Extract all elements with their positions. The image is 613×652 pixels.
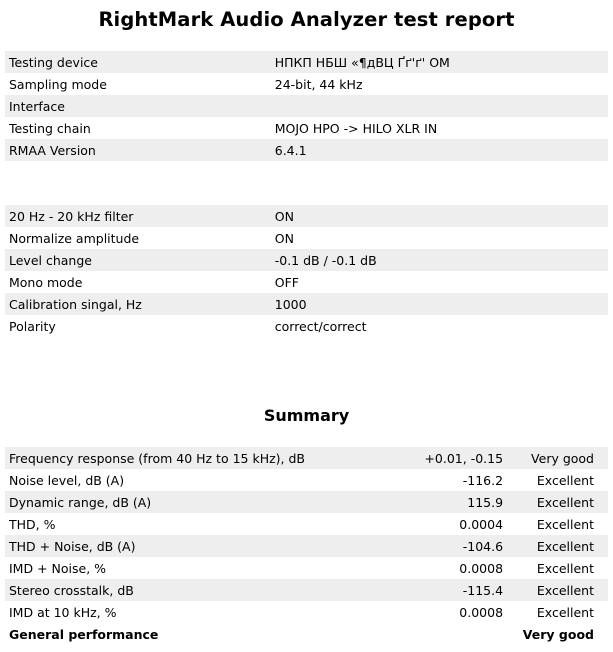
row-label: Level change <box>5 249 271 271</box>
device-info-table <box>5 51 608 161</box>
metric-rating: Excellent <box>511 557 608 579</box>
row-label: Normalize amplitude <box>5 227 271 249</box>
row-value: correct/correct <box>271 315 608 337</box>
row-label: Sampling mode <box>5 73 271 95</box>
table-row <box>5 271 608 293</box>
overall-label: General performance <box>5 623 409 645</box>
table-row <box>5 601 608 623</box>
metric-value: 0.0008 <box>409 557 511 579</box>
table-row <box>5 315 608 337</box>
metric-value: -116.2 <box>409 469 511 491</box>
table-row <box>5 557 608 579</box>
row-value: MOJO HPO -> HILO XLR IN <box>271 117 608 139</box>
row-value: ON <box>271 227 608 249</box>
metric-rating: Excellent <box>511 513 608 535</box>
metric-rating: Excellent <box>511 579 608 601</box>
metric-rating: Excellent <box>511 491 608 513</box>
summary-heading: Summary <box>263 406 350 425</box>
table-row <box>5 139 608 161</box>
row-value: OFF <box>271 271 608 293</box>
metric-value: -115.4 <box>409 579 511 601</box>
table-row <box>5 205 608 227</box>
metric-label: IMD at 10 kHz, % <box>5 601 409 623</box>
row-label: Interface <box>5 95 271 117</box>
row-value: -0.1 dB / -0.1 dB <box>271 249 608 271</box>
table-row <box>5 535 608 557</box>
overall-rating: Very good <box>511 623 608 645</box>
summary-table <box>5 447 608 645</box>
report-title: RightMark Audio Analyzer test report <box>98 8 515 31</box>
row-label: RMAA Version <box>5 139 271 161</box>
row-label: Testing device <box>5 51 271 73</box>
metric-rating: Excellent <box>511 601 608 623</box>
table-row <box>5 513 608 535</box>
row-value: 1000 <box>271 293 608 315</box>
metric-label: Frequency response (from 40 Hz to 15 kHz), dB <box>5 447 409 469</box>
table-row <box>5 227 608 249</box>
row-value <box>271 95 608 117</box>
metric-rating: Excellent <box>511 469 608 491</box>
table-row <box>5 95 608 117</box>
overall-value <box>409 623 511 645</box>
table-row <box>5 447 608 469</box>
row-label: Mono mode <box>5 271 271 293</box>
metric-label: THD + Noise, dB (A) <box>5 535 409 557</box>
table-row <box>5 73 608 95</box>
row-value: 6.4.1 <box>271 139 608 161</box>
row-label: Polarity <box>5 315 271 337</box>
table-row <box>5 117 608 139</box>
row-value: 24-bit, 44 kHz <box>271 73 608 95</box>
row-label: 20 Hz - 20 kHz filter <box>5 205 271 227</box>
metric-value: 0.0004 <box>409 513 511 535</box>
general-performance-row <box>5 623 608 645</box>
metric-label: THD, % <box>5 513 409 535</box>
metric-value: 115.9 <box>409 491 511 513</box>
table-row <box>5 293 608 315</box>
table-row <box>5 491 608 513</box>
metric-rating: Excellent <box>511 535 608 557</box>
metric-label: IMD + Noise, % <box>5 557 409 579</box>
table-row <box>5 579 608 601</box>
row-value: ON <box>271 205 608 227</box>
test-settings-table <box>5 205 608 337</box>
table-row <box>5 249 608 271</box>
row-label: Testing chain <box>5 117 271 139</box>
metric-label: Stereo crosstalk, dB <box>5 579 409 601</box>
row-label: Calibration singal, Hz <box>5 293 271 315</box>
metric-value: +0.01, -0.15 <box>409 447 511 469</box>
table-row <box>5 51 608 73</box>
row-value: НПКП НБШ «¶дВЦ Ґґ'ґ' ОМ <box>271 51 608 73</box>
metric-value: 0.0008 <box>409 601 511 623</box>
table-row <box>5 469 608 491</box>
metric-label: Dynamic range, dB (A) <box>5 491 409 513</box>
metric-rating: Very good <box>511 447 608 469</box>
metric-label: Noise level, dB (A) <box>5 469 409 491</box>
metric-value: -104.6 <box>409 535 511 557</box>
